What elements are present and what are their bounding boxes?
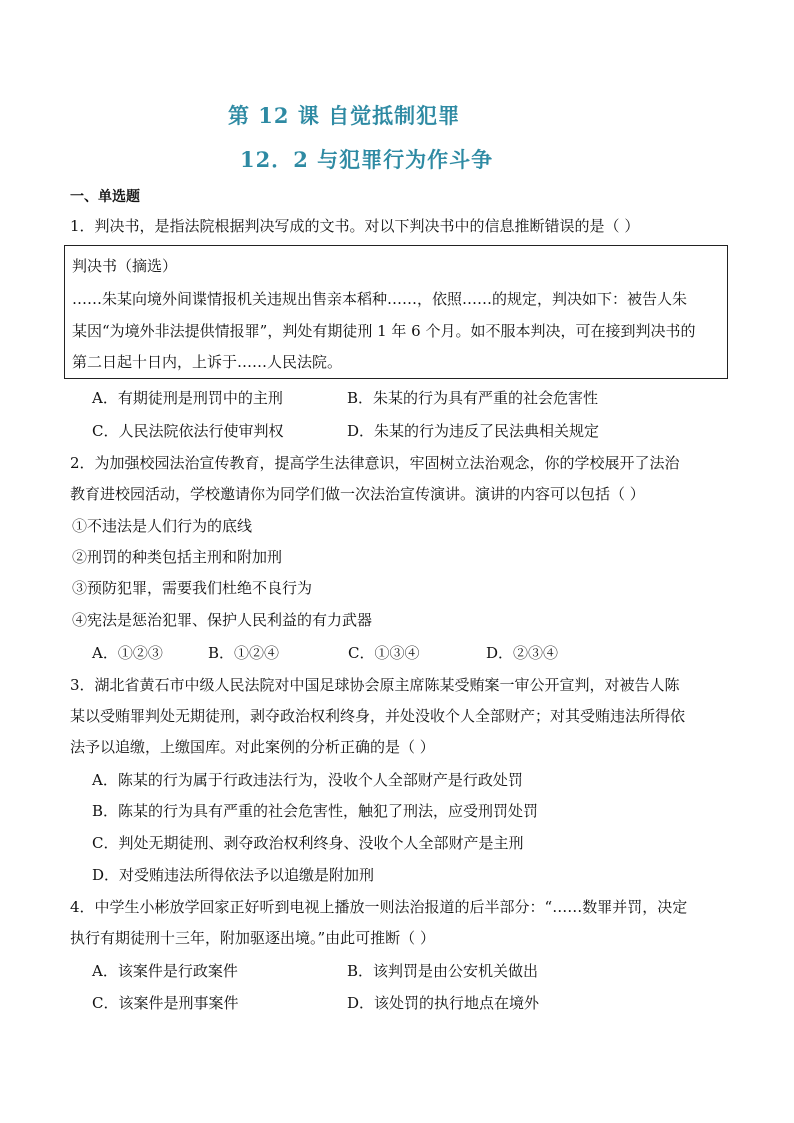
q3-stem: 某以受贿罪判处无期徒刑，剥夺政治权利终身，并处没收个人全部财产；对其受贿违法所得依 <box>70 707 686 725</box>
q1-option-a: A．有期徒刑是刑罚中的主刑 <box>92 389 283 407</box>
q1-option-c: C．人民法院依法行使审判权 <box>92 422 284 440</box>
q2-option-d: D．②③④ <box>486 644 559 662</box>
q4-stem: 执行有期徒刑十三年，附加驱逐出境。”由此可推断（ ） <box>70 929 435 947</box>
q3-stem: 法予以追缴，上缴国库。对此案例的分析正确的是（ ） <box>70 738 435 756</box>
q2-option-c: C．①③④ <box>348 644 420 662</box>
q4-option-b: B．该判罚是由公安机关做出 <box>347 962 539 980</box>
q4-option-a: A．该案件是行政案件 <box>92 962 238 980</box>
q1-box-line: ……朱某向境外间谍情报机关违规出售亲本稻种……，依照……的规定，判决如下：被告人朱 <box>72 290 688 308</box>
q1-box-line: 某因“为境外非法提供情报罪”，判处有期徒刑 1 年 6 个月。如不服本判决，可在接到判决书的 <box>72 322 696 340</box>
q1-option-b: B．朱某的行为具有严重的社会危害性 <box>347 389 599 407</box>
q2-item-1: ①不违法是人们行为的底线 <box>72 517 253 535</box>
q4-option-c: C．该案件是刑事案件 <box>92 994 239 1012</box>
q3-option-c: C．判处无期徒刑、剥夺政治权利终身、没收个人全部财产是主刑 <box>92 834 524 852</box>
q3-option-d: D．对受贿违法所得依法予以追缴是附加刑 <box>92 866 375 884</box>
q4-stem: 4．中学生小彬放学回家正好听到电视上播放一则法治报道的后半部分：“……数罪并罚，决定 <box>70 898 688 916</box>
q4-option-d: D．该处罚的执行地点在境外 <box>347 994 540 1012</box>
part-heading: 一、单选题 <box>70 189 140 205</box>
lesson-title: 第 12 课 自觉抵制犯罪 <box>228 103 461 128</box>
q3-option-b: B．陈某的行为具有严重的社会危害性，触犯了刑法，应受刑罚处罚 <box>92 802 539 820</box>
q1-option-d: D．朱某的行为违反了民法典相关规定 <box>347 422 600 440</box>
q2-item-2: ②刑罚的种类包括主刑和附加刑 <box>72 548 283 566</box>
q3-stem: 3．湖北省黄石市中级人民法院对中国足球协会原主席陈某受贿案一审公开宣判，对被告人陈 <box>70 676 680 694</box>
q2-option-a: A．①②③ <box>92 644 163 662</box>
q2-stem: 教育进校园活动，学校邀请你为同学们做一次法治宣传演讲。演讲的内容可以包括（ ） <box>70 485 645 503</box>
q2-item-4: ④宪法是惩治犯罪、保护人民利益的有力武器 <box>72 611 373 629</box>
q2-item-3: ③预防犯罪，需要我们杜绝不良行为 <box>72 579 313 597</box>
q1-box-line: 判决书（摘选） <box>72 257 178 275</box>
q1-box-line: 第二日起十日内，上诉于……人民法院。 <box>72 353 343 371</box>
q3-option-a: A．陈某的行为属于行政违法行为，没收个人全部财产是行政处罚 <box>92 771 523 789</box>
q2-stem: 2．为加强校园法治宣传教育，提高学生法律意识，牢固树立法治观念，你的学校展开了法治 <box>70 454 680 472</box>
q1-stem: 1．判决书，是指法院根据判决写成的文书。对以下判决书中的信息推断错误的是（ ） <box>70 217 640 235</box>
q2-option-b: B．①②④ <box>208 644 280 662</box>
section-title: 12．2 与犯罪行为作斗争 <box>240 147 494 172</box>
